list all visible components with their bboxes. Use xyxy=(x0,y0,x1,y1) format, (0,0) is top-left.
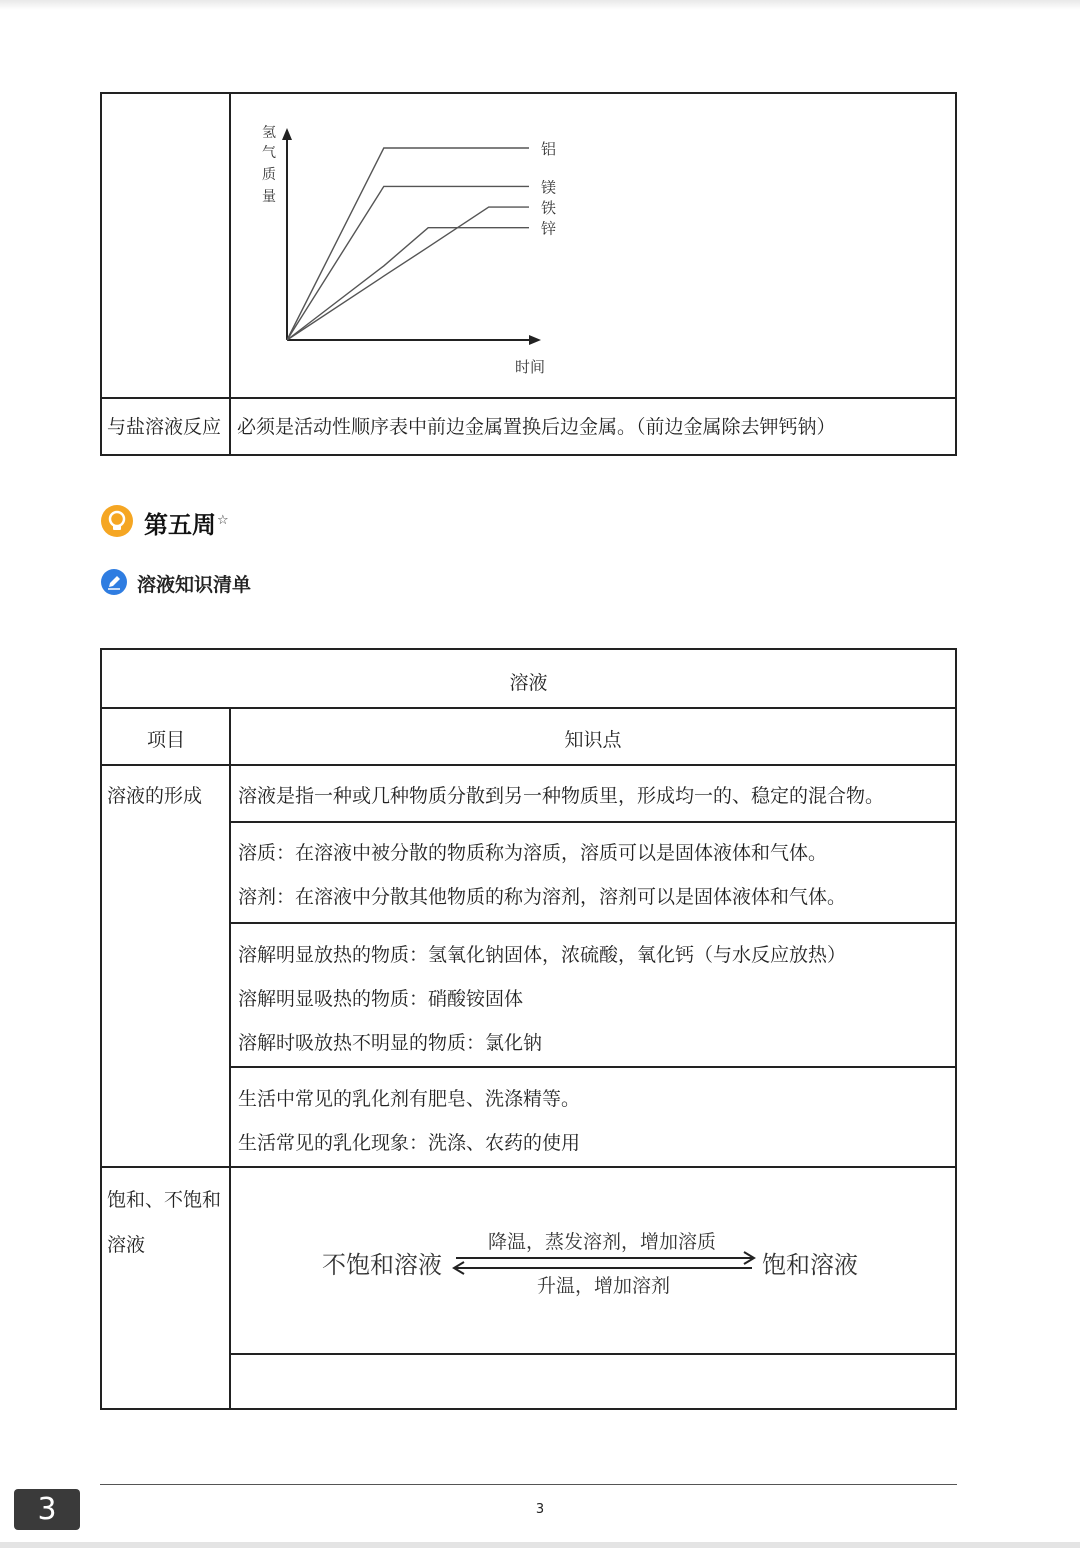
hydrogen-mass-chart xyxy=(247,100,577,395)
chart-ylabel-char: 量 xyxy=(262,189,276,205)
salt-reaction-text: 必须是活动性顺序表中前边金属置换后边金属。（前边金属除去钾钙钠） xyxy=(237,416,836,438)
heat-none-text: 溶解时吸放热不明显的物质：氯化钠 xyxy=(238,1032,543,1054)
chart-x-axis-arrow xyxy=(529,335,541,345)
series-line-1 xyxy=(287,148,529,340)
series-line-4 xyxy=(287,228,529,340)
row-divider xyxy=(231,922,955,924)
bottom-shadow xyxy=(0,1542,1080,1548)
star-mark: ☆ xyxy=(217,513,229,528)
series-label: 镁 xyxy=(541,178,557,197)
series-label: 铝 xyxy=(541,140,557,158)
header-knowledge: 知识点 xyxy=(564,729,622,751)
lightbulb-icon xyxy=(100,504,134,538)
subtitle-row xyxy=(100,568,500,600)
table1-row-divider xyxy=(102,397,955,399)
chart-y-axis-arrow xyxy=(282,128,292,140)
saturation-label-line2: 溶液 xyxy=(107,1234,146,1256)
chart-x-label: 时间 xyxy=(514,358,546,376)
page-badge: 3 xyxy=(14,1489,80,1530)
heat-release-text: 溶解明显放热的物质：氢氧化钠固体，浓硫酸，氧化钙（与水反应放热） xyxy=(238,944,847,966)
table1-column-divider xyxy=(229,94,231,454)
solution-definition: 溶液是指一种或几种物质分散到另一种物质里，形成均一的、稳定的混合物。 xyxy=(238,785,885,807)
unsaturated-solution: 不饱和溶液 xyxy=(322,1251,442,1279)
week-title-row xyxy=(100,502,500,538)
pencil-icon xyxy=(100,568,128,596)
column-divider xyxy=(229,707,231,1408)
emulsion-text: 生活常见的乳化现象：洗涤、农药的使用 xyxy=(238,1132,581,1154)
chart-ylabel-char: 气 xyxy=(262,145,276,161)
header-item: 项目 xyxy=(146,729,185,751)
salt-reaction-label: 与盐溶液反应 xyxy=(107,416,222,438)
week-title: 第五周 xyxy=(144,511,216,539)
backward-condition: 升温，增加溶剂 xyxy=(537,1275,671,1297)
saturation-conversion-diagram xyxy=(322,1225,882,1295)
footer-divider xyxy=(100,1484,957,1485)
series-line-2 xyxy=(287,186,529,340)
emulsifier-text: 生活中常见的乳化剂有肥皂、洗涤精等。 xyxy=(238,1088,581,1110)
saturation-label-line1: 饱和、不饱和 xyxy=(107,1189,222,1211)
row-divider xyxy=(231,821,955,823)
row-divider xyxy=(231,1353,955,1355)
series-label: 铁 xyxy=(541,199,557,218)
chart-ylabel-char: 氢 xyxy=(262,125,276,141)
page-number: 3 xyxy=(535,1502,545,1517)
subtitle: 溶液知识清单 xyxy=(137,574,252,596)
solute-definition: 溶质：在溶液中被分散的物质称为溶质，溶质可以是固体液体和气体。 xyxy=(238,842,828,864)
chart-ylabel-char: 质 xyxy=(262,167,276,183)
top-shadow xyxy=(0,0,1080,10)
table-title: 溶液 xyxy=(509,672,548,694)
metal-reaction-table xyxy=(100,92,957,456)
solvent-definition: 溶剂：在溶液中分散其他物质的称为溶剂，溶剂可以是固体液体和气体。 xyxy=(238,886,847,908)
forward-condition: 降温，蒸发溶剂，增加溶质 xyxy=(488,1231,717,1253)
formation-label: 溶液的形成 xyxy=(107,785,203,807)
chart-y-label xyxy=(262,125,276,205)
row-divider xyxy=(231,1066,955,1068)
saturated-solution: 饱和溶液 xyxy=(762,1251,858,1279)
series-label: 锌 xyxy=(541,219,557,238)
heat-absorb-text: 溶解明显吸热的物质：硝酸铵固体 xyxy=(238,988,524,1010)
solution-knowledge-table xyxy=(100,648,957,1410)
